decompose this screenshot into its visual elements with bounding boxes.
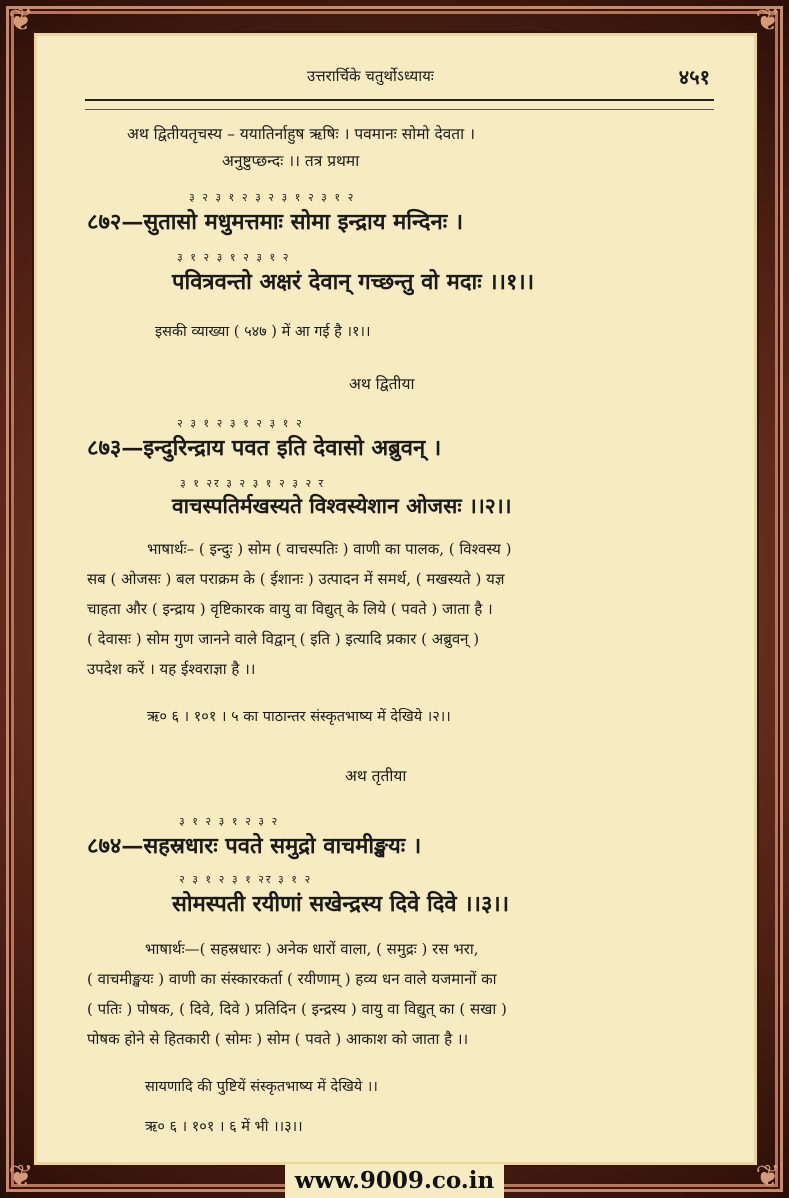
bhashartha-line: चाहता और ( इन्द्राय ) वृष्टिकारक वायु वा विद्युत् के लिये ( पवते ) जाता है ।	[87, 600, 493, 618]
swara-marks: २ ३ १ २ ३ १ २र ३ १ २	[179, 873, 313, 886]
verse-line: ८७३—इन्दुरिन्द्राय पवत इति देवासो अब्रुवन् ।	[87, 435, 442, 461]
bhashartha-line: भाषार्थः– ( इन्दुः ) सोम ( वाचस्पतिः ) वाणी का पालक, ( विश्वस्य )	[147, 540, 512, 558]
book-page	[37, 36, 754, 1162]
bhashartha-line: पोषक होने से हितकारी ( सोमः ) सोम ( पवते ) आकाश को जाता है ।।	[87, 1030, 469, 1048]
footer	[0, 1164, 789, 1198]
swara-marks: २ ३ १ २ ३ १ २ ३ १ २	[177, 417, 304, 430]
bhashartha-line: ( वाचमीङ्खयः ) वाणी का संस्कारकर्ता ( रयीणाम् ) हव्य धन वाले यजमानों का	[87, 970, 497, 988]
reference-line: ऋ० ६ । १०१ । ६ में भी ।।३।।	[145, 1119, 303, 1135]
website-link[interactable]: www.9009.co.in	[285, 1164, 505, 1198]
intro-line: अनुष्टुप्छन्दः ।। तत्र प्रथमा	[222, 152, 360, 170]
corner-ornament-icon: ❦	[755, 1159, 781, 1194]
verse-line: ८७२—सुतासो मधुमत्तमाः सोमा इन्द्राय मन्दिनः ।	[87, 209, 464, 235]
bhashartha-line: सब ( ओजसः ) बल पराक्रम के ( ईशानः ) उत्पादन में समर्थ, ( मखस्यते ) यज्ञ	[87, 570, 505, 588]
section-heading: अथ तृतीया	[345, 767, 407, 785]
chapter-title: उत्तरार्चिके चतुर्थोऽध्यायः	[307, 67, 434, 85]
corner-ornament-icon: ❦	[8, 3, 34, 38]
verse-note: सायणादि की पुष्टियें संस्कृतभाष्य में देखिये ।।	[145, 1079, 378, 1095]
verse-note: इसकी व्याख्या ( ५४७ ) में आ गई है ।१।।	[155, 324, 371, 340]
bhashartha-line: ( देवासः ) सोम गुण जानने वाले विद्वान् ( इति ) इत्यादि प्रकार ( अब्रुवन् )	[87, 630, 480, 648]
reference-line: ऋ० ६ । १०१ । ५ का पाठान्तर संस्कृतभाष्य में देखिये ।२।।	[147, 709, 451, 725]
section-heading: अथ द्वितीया	[349, 375, 415, 393]
swara-marks: ३ १ २ ३ १ २ ३ २	[179, 815, 280, 828]
swara-marks: ३ १ २ ३ १ २ ३ १ २	[177, 251, 291, 264]
swara-marks: ३ २ ३ १ २ ३ २ ३ १ २ ३ १ २	[189, 191, 356, 204]
bhashartha-line: ( पतिः ) पोषक, ( दिवे, दिवे ) प्रतिदिन ( इन्द्रस्य ) वायु वा विद्युत् का ( सखा )	[87, 1000, 507, 1018]
page-number: ४५१	[678, 65, 710, 89]
corner-ornament-icon: ❦	[755, 3, 781, 38]
header-divider	[85, 99, 714, 110]
page-header	[37, 66, 754, 96]
verse-line: पवित्रवन्तो अक्षरं देवान् गच्छन्तु वो मदाः ।।१।।	[172, 269, 535, 295]
bhashartha-line: उपदेश करें । यह ईश्वराज्ञा है ।।	[87, 660, 256, 678]
bhashartha-line: भाषार्थः—( सहस्रधारः ) अनेक धारों वाला, ( समुद्रः ) रस भरा,	[145, 940, 479, 958]
verse-line: सोमस्पती रयीणां सखेन्द्रस्य दिवे दिवे ।।३।।	[172, 891, 510, 917]
verse-line: वाचस्पतिर्मखस्यते विश्वस्येशान ओजसः ।।२।।	[172, 493, 512, 518]
intro-line: अथ द्वितीयतृचस्य – ययातिर्नाहुष ऋषिः । पवमानः सोमो देवता ।	[127, 125, 475, 143]
corner-ornament-icon: ❦	[8, 1159, 34, 1194]
swara-marks: ३ १ २र ३ २ ३ १ २ ३ २ र	[180, 477, 326, 490]
verse-line: ८७४—सहस्रधारः पवते समुद्रो वाचमीङ्खयः ।	[87, 833, 422, 859]
